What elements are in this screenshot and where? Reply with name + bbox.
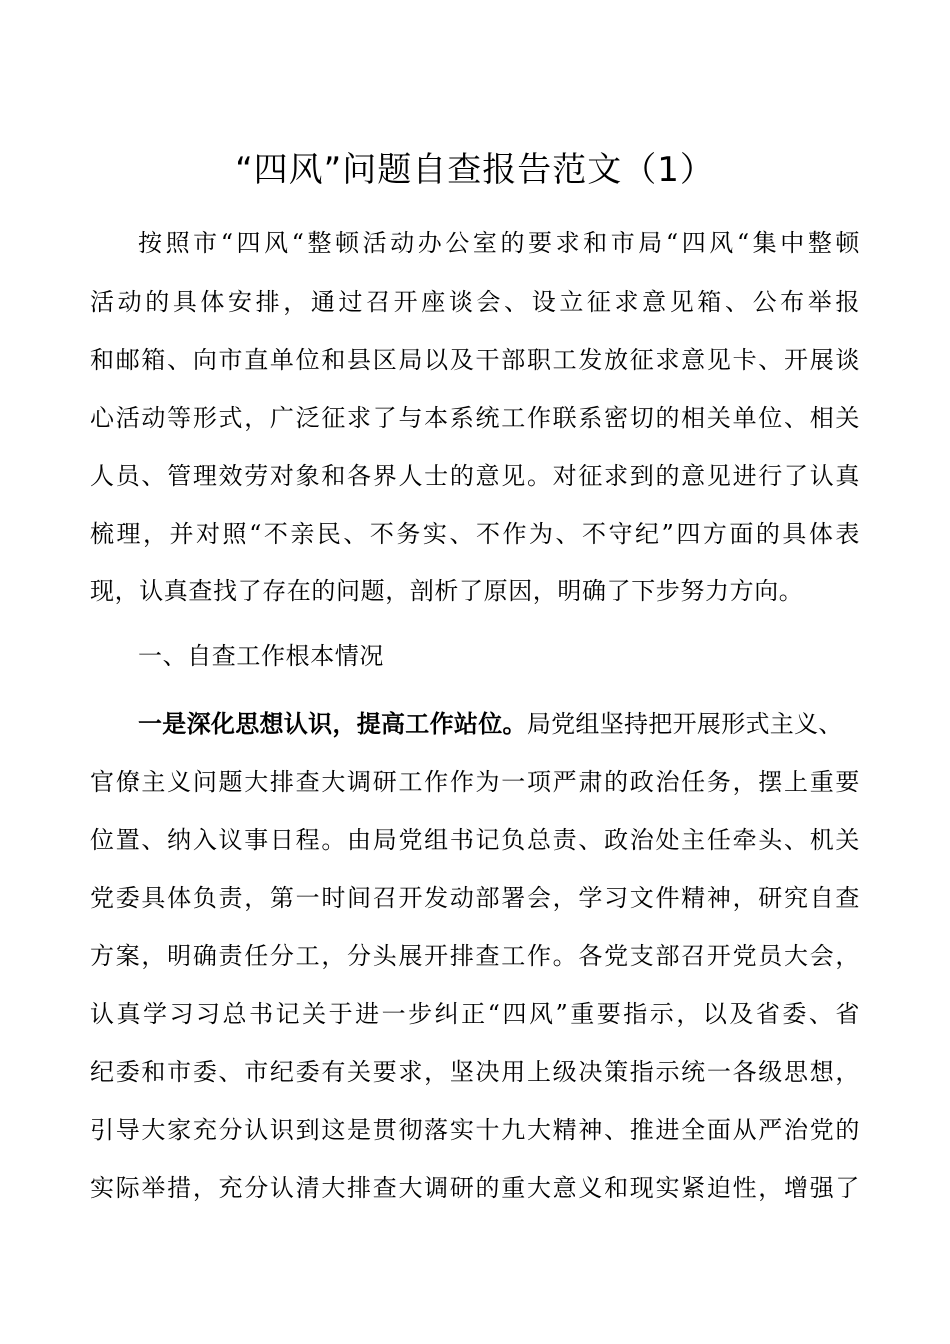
- paragraph-2-line: 官僚主义问题大排查大调研工作作为一项严肃的政治任务，摆上重要: [90, 768, 860, 796]
- paragraph-2-lead-rest: 局党组坚持把开展形式主义、: [526, 710, 843, 738]
- paragraph-2-line: 实际举措，充分认清大排查大调研的重大意义和现实紧迫性，增强了: [90, 1174, 860, 1202]
- paragraph-1-line: 人员、管理效劳对象和各界人士的意见。对征求到的意见进行了认真: [90, 462, 860, 490]
- paragraph-2-line: 党委具体负责，第一时间召开发动部署会，学习文件精神，研究自查: [90, 884, 860, 912]
- paragraph-1-line: 按照市“四风“整顿活动办公室的要求和市局“四风“集中整顿: [138, 229, 860, 257]
- paragraph-2-line: 认真学习习总书记关于进一步纠正“四风”重要指示，以及省委、省: [90, 1000, 860, 1028]
- paragraph-1-line: 心活动等形式，广泛征求了与本系统工作联系密切的相关单位、相关: [90, 404, 860, 432]
- document-title: “四风”问题自查报告范文（1）: [235, 150, 715, 190]
- paragraph-2-line: 引导大家充分认识到这是贯彻落实十九大精神、推进全面从严治党的: [90, 1116, 860, 1144]
- section-heading: 一、自查工作根本情况: [138, 642, 384, 670]
- paragraph-2-lead: 一是深化思想认识，提高工作站位。: [138, 709, 527, 738]
- paragraph-2-line: 方案，明确责任分工，分头展开排查工作。各党支部召开党员大会，: [90, 942, 860, 970]
- paragraph-2-line: 纪委和市委、市纪委有关要求，坚决用上级决策指示统一各级思想，: [90, 1058, 860, 1086]
- paragraph-1-line: 梳理，并对照“不亲民、不务实、不作为、不守纪”四方面的具体表: [90, 520, 860, 548]
- paragraph-2-line: 位置、纳入议事日程。由局党组书记负总责、政治处主任牵头、机关: [90, 826, 860, 854]
- paragraph-1-line: 和邮箱、向市直单位和县区局以及干部职工发放征求意见卡、开展谈: [90, 346, 860, 374]
- paragraph-1-line: 活动的具体安排，通过召开座谈会、设立征求意见箱、公布举报: [90, 288, 860, 316]
- paragraph-1-line: 现，认真查找了存在的问题，剖析了原因，明确了下步努力方向。: [90, 577, 804, 605]
- paragraph-2-first-line: [138, 707, 860, 741]
